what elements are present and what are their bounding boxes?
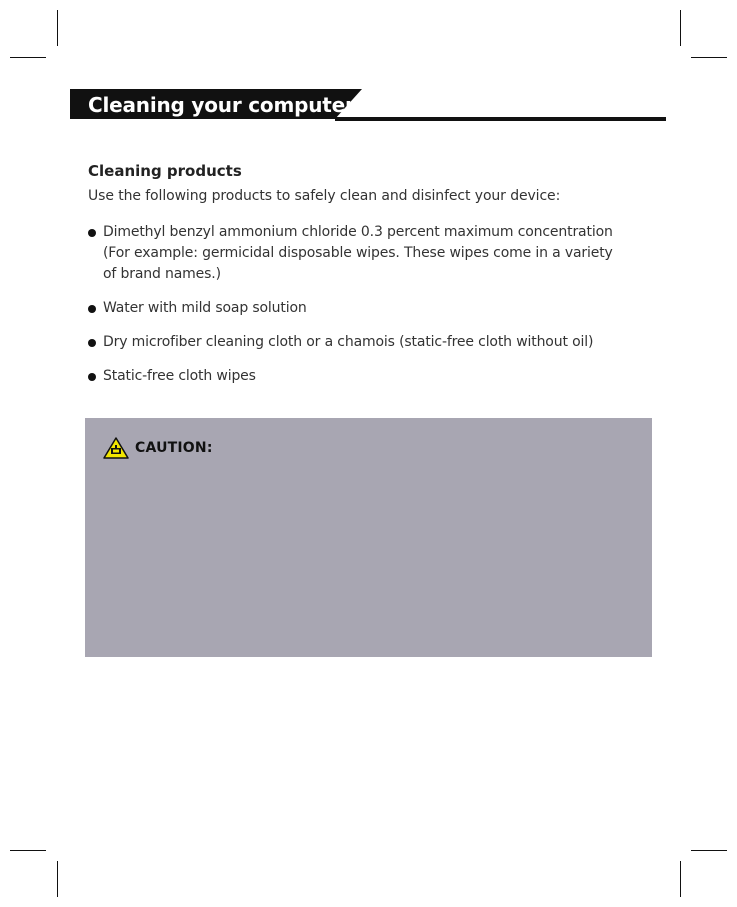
- caution-label: [103, 437, 213, 459]
- crop-mark: [57, 861, 58, 897]
- crop-mark: [57, 10, 58, 46]
- crop-mark: [691, 57, 727, 58]
- page-title: Cleaning your computer: [88, 93, 355, 117]
- crop-mark: [680, 10, 681, 46]
- list-item: [88, 366, 628, 387]
- list-item-text: Dry microfiber cleaning cloth or a chamois (static-free cloth without oil): [103, 334, 594, 350]
- list-item-text: Water with mild soap solution: [103, 300, 307, 316]
- section-intro: Use the following products to safely clean and disinfect your device:: [88, 188, 561, 204]
- caution-text: CAUTION:: [135, 440, 213, 456]
- warning-triangle-icon: [103, 437, 129, 459]
- crop-mark: [10, 57, 46, 58]
- section-banner: [70, 89, 666, 123]
- bullet-icon: [88, 373, 96, 381]
- list-item: [88, 222, 628, 285]
- list-item: [88, 298, 628, 319]
- products-list: [88, 222, 628, 400]
- list-item: [88, 332, 628, 353]
- bullet-icon: [88, 229, 96, 237]
- bullet-icon: [88, 339, 96, 347]
- section-heading: Cleaning products: [88, 162, 242, 180]
- list-item-text: Static-free cloth wipes: [103, 368, 256, 384]
- caution-box: [85, 418, 652, 657]
- crop-mark: [10, 850, 46, 851]
- list-item-text: Dimethyl benzyl ammonium chloride 0.3 percent maximum concentration (For example: germicidal disposable wipes. These wipes come in a variety of brand names.): [103, 224, 613, 282]
- bullet-icon: [88, 305, 96, 313]
- crop-mark: [680, 861, 681, 897]
- crop-mark: [691, 850, 727, 851]
